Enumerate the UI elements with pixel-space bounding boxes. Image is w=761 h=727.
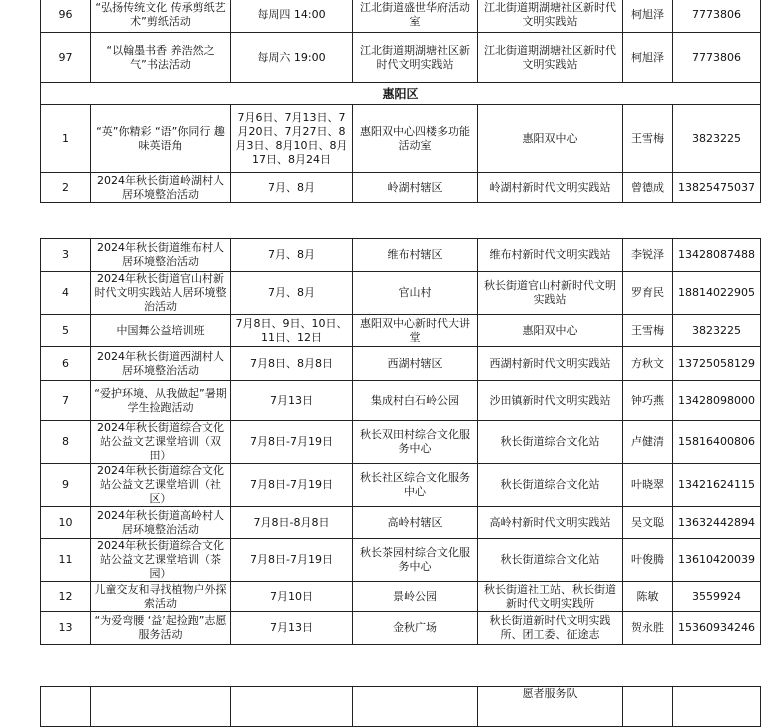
cell-contact: 钟巧燕 xyxy=(623,381,673,421)
cell-time: 7月、8月 xyxy=(231,239,353,272)
cell-contact: 卢健清 xyxy=(623,421,673,464)
table-row xyxy=(41,315,761,347)
table-row xyxy=(41,381,761,421)
cell-time: 7月10日 xyxy=(231,582,353,612)
cell-phone: 13428098000 xyxy=(673,381,761,421)
table-row xyxy=(41,612,761,645)
page-gap xyxy=(0,206,720,238)
cell-place: 官山村 xyxy=(353,272,478,315)
section-title: 惠阳区 xyxy=(41,83,761,105)
cell-time: 7月8日-7月19日 xyxy=(231,539,353,582)
table-row: 2 2024年秋长街道岭湖村人居环境整治活动 7月、8月 岭湖村辖区 岭湖村新时代文明实践站 曾德成 13825475037 xyxy=(41,173,761,203)
cell-phone: 15360934246 xyxy=(673,612,761,645)
activity-table-3 xyxy=(40,686,761,727)
cell-place: 秋长社区综合文化服务中心 xyxy=(353,464,478,507)
cell-activity: 中国舞公益培训班 xyxy=(91,315,231,347)
cell-no: 13 xyxy=(41,612,91,645)
cell-activity: 2024年秋长街道综合文化站公益文艺课堂培训（社区） xyxy=(91,464,231,507)
cell-no: 7 xyxy=(41,381,91,421)
table-row xyxy=(41,347,761,381)
cell-contact: 王雪梅 xyxy=(623,315,673,347)
cell-time: 7月8日、8月8日 xyxy=(231,347,353,381)
cell-contact: 贺永胜 xyxy=(623,612,673,645)
table-row xyxy=(41,272,761,315)
cell-place: 集成村白石岭公园 xyxy=(353,381,478,421)
cell-organizer: 秋长街道综合文化站 xyxy=(478,464,623,507)
table-row: 96 “弘扬传统文化 传承剪纸艺术”剪纸活动 每周四 14:00 江北街道盛世华府活动室 江北街道期湖塘社区新时代文明实践站 柯旭泽 7773806 xyxy=(41,0,761,33)
cell-organizer: 秋长街道综合文化站 xyxy=(478,421,623,464)
cell-contact: 罗育民 xyxy=(623,272,673,315)
cell-phone: 13632442894 xyxy=(673,507,761,539)
cell-no: 12 xyxy=(41,582,91,612)
cell-time: 7月8日-7月19日 xyxy=(231,464,353,507)
cell-place: 维布村辖区 xyxy=(353,239,478,272)
cell-contact: 吴文聪 xyxy=(623,507,673,539)
cell-phone: 13725058129 xyxy=(673,347,761,381)
cell-activity: 2024年秋长街道高岭村人居环境整治活动 xyxy=(91,507,231,539)
cell-organizer: 秋长街道综合文化站 xyxy=(478,539,623,582)
cell-time: 7月8日、9日、10日、11日、12日 xyxy=(231,315,353,347)
activity-table-2 xyxy=(40,238,761,645)
table-row xyxy=(41,239,761,272)
cell-organizer: 秋长街道新时代文明实践所、团工委、征途志 xyxy=(478,612,623,645)
page-block-1 xyxy=(0,0,755,222)
cell-phone: 13610420039 xyxy=(673,539,761,582)
table-row xyxy=(41,421,761,464)
section-row xyxy=(41,83,761,105)
cell-no: 11 xyxy=(41,539,91,582)
cell-contact: 叶晓翠 xyxy=(623,464,673,507)
cell-organizer: 维布村新时代文明实践站 xyxy=(478,239,623,272)
cell-place: 西湖村辖区 xyxy=(353,347,478,381)
cell-phone: 3823225 xyxy=(673,315,761,347)
cell-organizer: 秋长街道官山村新时代文明实践站 xyxy=(478,272,623,315)
cell-activity: 2024年秋长街道综合文化站公益文艺课堂培训（双田） xyxy=(91,421,231,464)
cell-contact: 李锐泽 xyxy=(623,239,673,272)
cell-place: 秋长茶园村综合文化服务中心 xyxy=(353,539,478,582)
cell-time: 7月、8月 xyxy=(231,272,353,315)
cell-organizer: 高岭村新时代文明实践站 xyxy=(478,507,623,539)
cell-place: 景岭公园 xyxy=(353,582,478,612)
cell-no: 4 xyxy=(41,272,91,315)
cell-time: 7月8日-8月8日 xyxy=(231,507,353,539)
cell-place: 高岭村辖区 xyxy=(353,507,478,539)
cell-place: 金秋广场 xyxy=(353,612,478,645)
cell-no: 9 xyxy=(41,464,91,507)
page-gap xyxy=(0,678,720,686)
cell-no: 3 xyxy=(41,239,91,272)
cell-no: 10 xyxy=(41,507,91,539)
cell-activity: 2024年秋长街道维布村人居环境整治活动 xyxy=(91,239,231,272)
cell-time: 7月13日 xyxy=(231,381,353,421)
cell-activity: “爱护环境、从我做起”暑期学生捡跑活动 xyxy=(91,381,231,421)
table-row: 97 “以翰墨书香 养浩然之气”书法活动 每周六 19:00 江北街道期湖塘社区新时代文明实践站 江北街道期湖塘社区新时代文明实践站 柯旭泽 7773806 xyxy=(41,33,761,83)
cell-time: 7月8日-7月19日 xyxy=(231,421,353,464)
cell-activity: 2024年秋长街道综合文化站公益文艺课堂培训（茶园） xyxy=(91,539,231,582)
cell-activity: “为爱弯腰 ‘益’起捡跑”志愿服务活动 xyxy=(91,612,231,645)
page-block-3 xyxy=(0,686,720,719)
cell-place: 秋长双田村综合文化服务中心 xyxy=(353,421,478,464)
cell-organizer: 秋长街道社工站、秋长街道新时代文明实践所 xyxy=(478,582,623,612)
cell-activity: 2024年秋长街道官山村新时代文明实践站人居环境整治活动 xyxy=(91,272,231,315)
activity-table-1 xyxy=(40,0,761,203)
cell-organizer: 惠阳双中心 xyxy=(478,315,623,347)
table-row: 愿者服务队 xyxy=(41,687,761,727)
cell-activity: 2024年秋长街道西湖村人居环境整治活动 xyxy=(91,347,231,381)
cell-contact: 方秋文 xyxy=(623,347,673,381)
table-row: 1 “英”你精彩 “语”你同行 趣味英语角 7月6日、7月13日、7月20日、7月27日、8月3日、8月10日、8月17日、8月24日 惠阳双中心四楼多功能活动室 惠阳双中心 王雪梅 3823225 xyxy=(41,105,761,173)
cell-no: 5 xyxy=(41,315,91,347)
cell-no: 6 xyxy=(41,347,91,381)
cell-contact: 陈敏 xyxy=(623,582,673,612)
cell-phone: 13421624115 xyxy=(673,464,761,507)
table-row xyxy=(41,464,761,507)
cell-activity: 儿童交友和寻找植物户外探索活动 xyxy=(91,582,231,612)
table-row xyxy=(41,582,761,612)
table-row xyxy=(41,507,761,539)
cell-phone: 3559924 xyxy=(673,582,761,612)
cell-contact: 叶俊腾 xyxy=(623,539,673,582)
cell-no: 8 xyxy=(41,421,91,464)
cell-time: 7月13日 xyxy=(231,612,353,645)
table-row xyxy=(41,539,761,582)
cell-phone: 13428087488 xyxy=(673,239,761,272)
cell-organizer: 西湖村新时代文明实践站 xyxy=(478,347,623,381)
cell-phone: 15816400806 xyxy=(673,421,761,464)
cell-place: 惠阳双中心新时代大讲堂 xyxy=(353,315,478,347)
cell-phone: 18814022905 xyxy=(673,272,761,315)
page-block-2 xyxy=(0,238,755,678)
cell-organizer: 沙田镇新时代文明实践站 xyxy=(478,381,623,421)
